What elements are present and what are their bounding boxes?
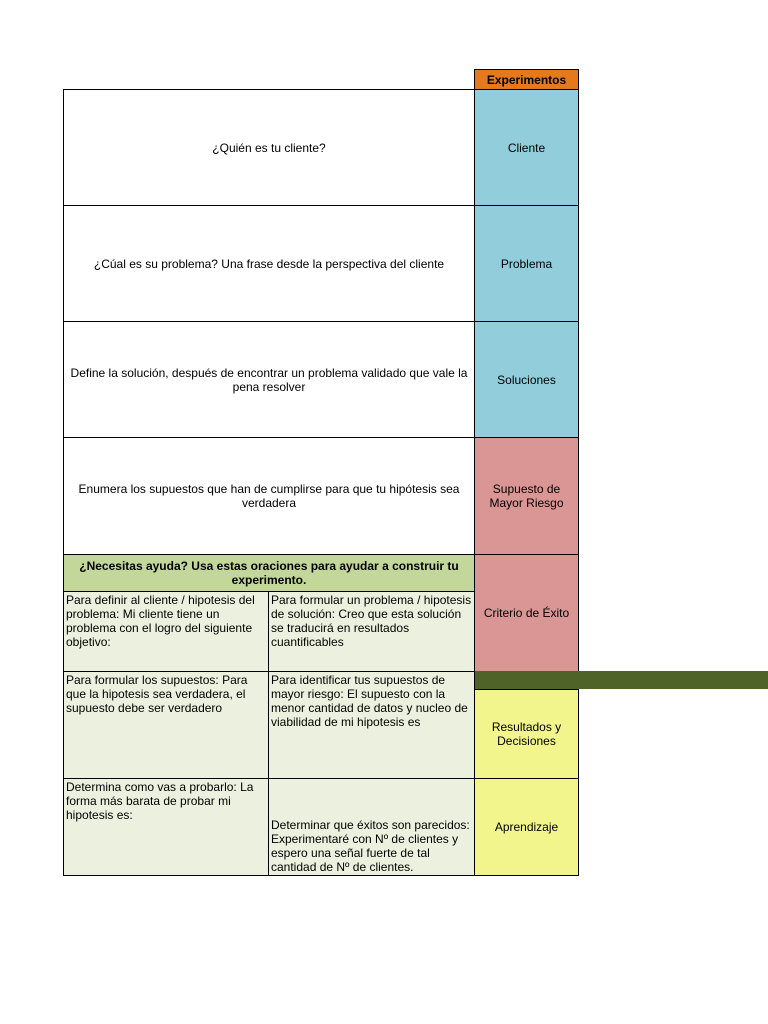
success-similar-hint: Determinar que éxitos son parecidos: Experimentaré con Nº de clientes y espero una señal fuerte de tal cantidad de Nº de clientes. bbox=[268, 778, 475, 876]
how-to-test-hint: Determina como vas a probarlo: La forma más barata de probar mi hipotesis es: bbox=[63, 778, 269, 876]
learning-label: Aprendizaje bbox=[474, 778, 579, 876]
assumption-label: Supuesto de Mayor Riesgo bbox=[474, 437, 579, 555]
olive-divider-bar bbox=[474, 671, 768, 689]
solution-label: Soluciones bbox=[474, 321, 579, 438]
problem-label: Problema bbox=[474, 205, 579, 322]
client-label: Cliente bbox=[474, 89, 579, 206]
success-criteria-label: Criterio de Éxito bbox=[474, 554, 579, 672]
define-client-hint: Para definir al cliente / hipotesis del problema: Mi cliente tiene un problema con el logro del siguiente objetivo: bbox=[63, 591, 269, 672]
formulate-assumptions-hint: Para formular los supuestos: Para que la hipotesis sea verdadera, el supuesto debe ser verdadero bbox=[63, 671, 269, 779]
client-question-cell[interactable]: ¿Quién es tu cliente? bbox=[63, 89, 475, 206]
problem-question-cell[interactable]: ¿Cúal es su problema? Una frase desde la perspectiva del cliente bbox=[63, 205, 475, 322]
assumption-question-cell[interactable]: Enumera los supuestos que han de cumplirse para que tu hipótesis sea verdadera bbox=[63, 437, 475, 555]
help-title: ¿Necesitas ayuda? Usa estas oraciones para ayudar a construir tu experimento. bbox=[63, 554, 475, 592]
identify-riskiest-hint: Para identificar tus supuestos de mayor riesgo: El supuesto con la menor cantidad de datos y nucleo de viabilidad de mi hipotesis es bbox=[268, 671, 475, 779]
experiments-header: Experimentos bbox=[474, 69, 579, 90]
solution-question-cell[interactable]: Define la solución, después de encontrar un problema validado que vale la pena resolver bbox=[63, 321, 475, 438]
formulate-problem-hint: Para formular un problema / hipotesis de solución: Creo que esta solución se traducirá en resultados cuantificables bbox=[268, 591, 475, 672]
results-label: Resultados y Decisiones bbox=[474, 689, 579, 779]
